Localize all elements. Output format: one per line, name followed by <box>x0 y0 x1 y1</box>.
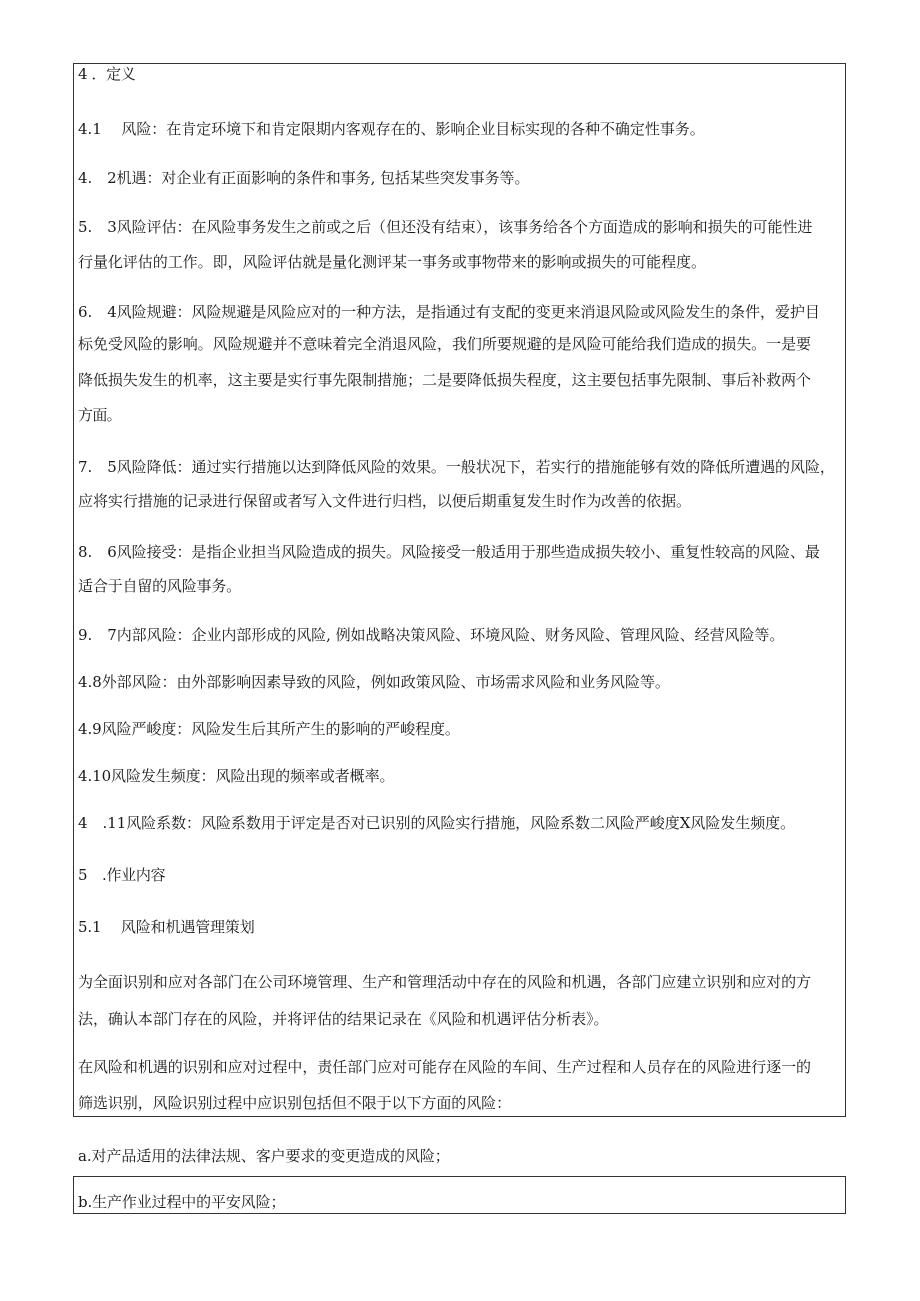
definition-4-4-line4: 方面。 <box>78 406 121 424</box>
section-5-1-heading: 5.1 风险和机遇管理策划 <box>78 918 255 936</box>
list-item-b: b.生产作业过程中的平安风险； <box>78 1193 286 1211</box>
definition-4-4-line1: 6. 4风险规避：风险规避是风险应对的一种方法，是指通过有支配的变更来消退风险或风险发生的条件，爱护目 <box>78 303 820 321</box>
list-item-a: a.对产品适用的法律法规、客户要求的变更造成的风险； <box>78 1147 450 1165</box>
definition-4-3-line2: 行量化评估的工作。即，风险评估就是量化测评某一事务或事物带来的影响或损失的可能程度。 <box>78 253 706 271</box>
section-4-heading: 4 ．定义 <box>78 65 136 83</box>
definition-4-8: 4.8外部风险：由外部影响因素导致的风险，例如政策风险、市场需求风险和业务风险等。 <box>78 673 670 691</box>
definition-4-3-line1: 5. 3风险评估：在风险事务发生之前或之后（但还没有结束），该事务给各个方面造成的影响和损失的可能性进 <box>78 218 813 236</box>
paragraph-1-line1: 为全面识别和应对各部门在公司环境管理、生产和管理活动中存在的风险和机遇，各部门应建立识别和应对的方 <box>78 973 811 991</box>
definition-4-1: 4.1 风险：在肯定环境下和肯定限期内客观存在的、影响企业目标实现的各种不确定性事务。 <box>78 120 705 138</box>
definition-4-6-line2: 适合于自留的风险事务。 <box>78 577 241 595</box>
definition-4-6-line1: 8. 6风险接受：是指企业担当风险造成的损失。风险接受一般适用于那些造成损失较小、重复性较高的风险、最 <box>78 543 820 561</box>
paragraph-1-line2: 法，确认本部门存在的风险，并将评估的结果记录在《风险和机遇评估分析表》。 <box>78 1010 609 1028</box>
section-5-heading: 5 .作业内容 <box>78 866 166 884</box>
definition-4-4-line2: 标免受风险的影响。风险规避并不意味着完全消退风险，我们所要规避的是风险可能给我们造成的损失。一是要 <box>78 335 811 353</box>
definition-4-9: 4.9风险严峻度：风险发生后其所产生的影响的严峻程度。 <box>78 720 460 738</box>
paragraph-2-line2: 筛选识别，风险识别过程中应识别包括但不限于以下方面的风险： <box>78 1094 512 1112</box>
paragraph-2-line1: 在风险和机遇的识别和应对过程中，责任部门应对可能存在风险的车间、生产过程和人员存在的风险进行逐一的 <box>78 1058 811 1076</box>
definition-4-10: 4.10风险发生频度：风险出现的频率或者概率。 <box>78 767 395 785</box>
definition-4-2: 4. 2机遇：对企业有正面影响的条件和事务, 包括某些突发事务等。 <box>78 169 530 187</box>
definition-4-7: 9. 7内部风险：企业内部形成的风险, 例如战略决策风险、环境风险、财务风险、管理风险、经营风险等。 <box>78 626 785 644</box>
definition-4-4-line3: 降低损失发生的机率，这主要是实行事先限制措施；二是要降低损失程度，这主要包括事先限制、事后补救两个 <box>78 371 811 389</box>
definition-4-5-line2: 应将实行措施的记录进行保留或者写入文件进行归档，以便后期重复发生时作为改善的依据。 <box>78 492 691 510</box>
definition-4-11: 4 .11风险系数：风险系数用于评定是否对已识别的风险实行措施，风险系数二风险严峻度X风险发生频度。 <box>78 814 796 832</box>
definition-4-5-line1: 7. 5风险降低：通过实行措施以达到降低风险的效果。一般状况下，若实行的措施能够有效的降低所遭遇的风险， <box>78 458 835 476</box>
